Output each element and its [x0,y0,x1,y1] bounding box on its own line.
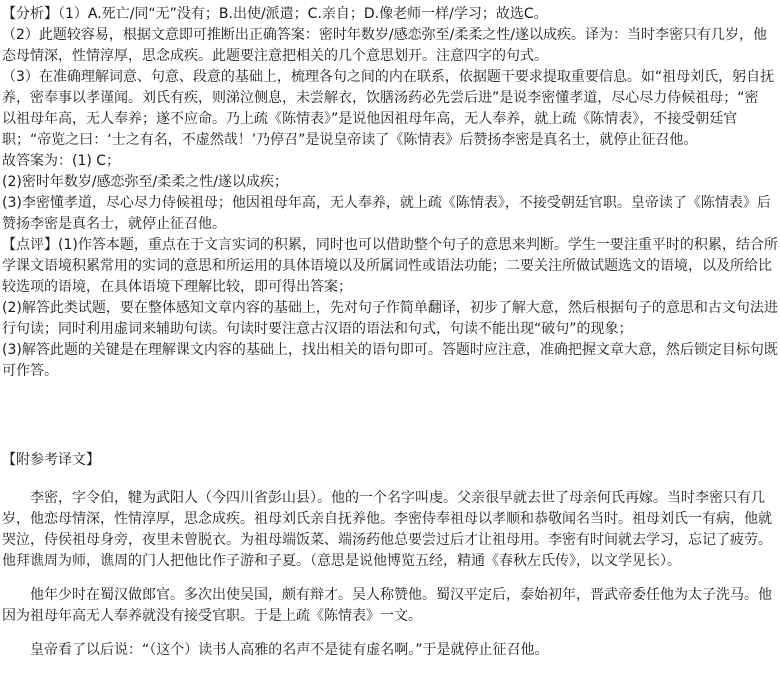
translation-paragraph: 皇帝看了以后说：“（这个）读书人高雅的名声不是徒有虚名啊。”于是就停止征召他。 [30,642,549,658]
analysis-line: 职；“帝览之曰：‘士之有名，不虚然哉！’乃停召”是说皇帝读了《陈情表》后赞扬李密是真名士，就停止征召他。 [2,132,698,148]
analysis-line: （3）在准确理解词意、句意、段意的基础上，梳理各句之间的内在联系，依据题干要求提取重要信息。如“祖母刘氏，躬自抚 [2,69,775,85]
answer-line: (3)李密懂孝道，尽心尽力侍候祖母；他因祖母年高，无人奉养，就上疏《陈情表》，不接受朝廷官职。皇帝读了《陈情表》后 [2,195,771,211]
comment-line: 较选项的语境，在具体语境下理解比较，即可得出答案； [2,279,352,295]
comment-line: 行句读；同时利用虚词来辅助句读。句读时要注意古汉语的语法和句式，句读不能出现“破句”的现象； [2,321,633,337]
comment-line: (2)解答此类试题，要在整体感知文章内容的基础上，先对句子作简单翻译，初步了解大意，然后根据句子的意思和古文句法进 [2,300,778,316]
translation-section [2,488,778,661]
analysis-section [2,4,778,382]
comment-line: 学课文语境积累常用的实词的意思和所运用的具体语境以及所属词性或语法功能；二要关注所做试题选文的语境，以及所给比 [2,258,772,274]
analysis-line: 以祖母年高，无人奉养；遂不应命。乃上疏《陈情表》”是说他因祖母年高，无人奉养，就上疏《陈情表》，不接受朝廷官 [2,111,738,127]
analysis-line: 养，密奉事以孝谨闻。刘氏有疾，则涕泣侧息，未尝解衣，饮膳汤药必先尝后进”是说李密懂孝道，尽心尽力侍候祖母；“密 [2,90,759,106]
answer-line: 赞扬李密是真名士，就停止征召他。 [2,216,226,232]
analysis-line: （2）此题较容易，根据文意即可推断出正确答案：密时年数岁/感恋弥至/柔柔之性/遂以成疾。译为：当时李密只有几岁，他 [2,27,768,43]
answer-line: (2)密时年数岁/感恋弥至/柔柔之性/遂以成疾； [2,174,288,190]
comment-line: 可作答。 [2,363,58,379]
translation-paragraph: 李密，字令伯，犍为武阳人（今四川省彭山县）。他的一个名字叫虔。父亲很早就去世了母亲何氏再嫁。当时李密只有几岁，他恋母情深，性情淳厚，思念成疾。祖母刘氏亲自抚养他。李密侍奉祖母以孝顺和恭敬闻名当时。祖母刘氏一有病，他就哭泣，侍侯祖母身旁，夜里未曾脱衣。为祖母端饭菜、端汤药他总要尝过后才让祖母用。李密有时间就去学习，忘记了疲劳。他拜谯周为师，谯周的门人把他比作子游和子夏。（意思是说他博览五经，精通《春秋左氏传》，以文学见长）。 [2,490,772,569]
analysis-line: 【分析】（1）A.死亡/同“无”没有；B.出使/派遣；C.亲自；D.像老师一样/学习；故选C。 [2,6,548,22]
answer-line: 故答案为：(1) C； [2,153,121,169]
translation-paragraph: 他年少时在蜀汉做郎官。多次出使吴国，颇有辩才。吴人称赞他。蜀汉平定后，泰始初年，晋武帝委任他为太子洗马。他因为祖母年高无人奉养就没有接受官职。于是上疏《陈情表》一文。 [2,587,772,624]
analysis-line: 态母情深，性情淳厚，思念成疾。此题要注意把相关的几个意思划开。注意四字的句式。 [2,48,548,64]
comment-line: 【点评】(1)作答本题，重点在于文言实词的积累，同时也可以借助整个句子的意思来判断。学生一要注重平时的积累，结合所 [2,237,778,253]
comment-line: (3)解答此题的关键是在理解课文内容的基础上，找出相关的语句即可。答题时应注意，准确把握文章大意，然后锁定目标句既 [2,342,778,358]
appendix-heading [2,450,100,471]
appendix-title: 【附参考译文】 [2,452,100,468]
